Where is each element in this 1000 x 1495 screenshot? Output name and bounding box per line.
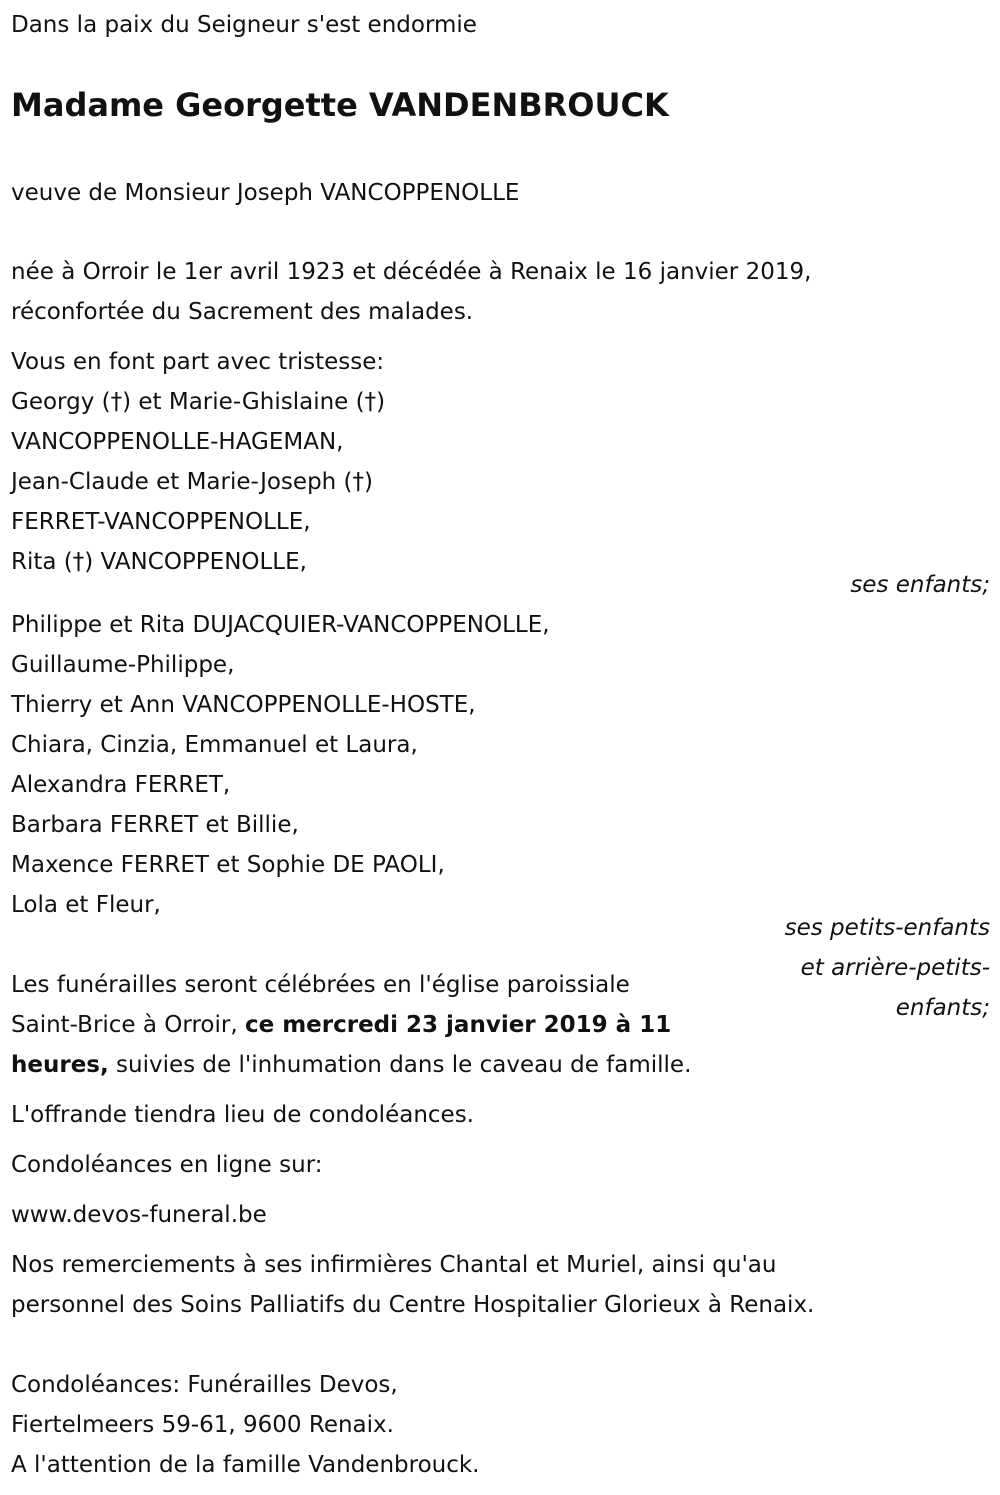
- children-line: Georgy (†) et Marie-Ghislaine (†): [11, 389, 386, 415]
- intro-text: Dans la paix du Seigneur s'est endormie: [11, 12, 477, 38]
- funeral-date: ce mercredi 23 janvier 2019 à 11: [244, 1012, 672, 1038]
- birth-line: réconfortée du Sacrement des malades.: [11, 299, 474, 325]
- address-line: Fiertelmeers 59-61, 9600 Renaix.: [11, 1412, 394, 1438]
- funeral-time: heures,: [11, 1052, 109, 1078]
- children-label: ses enfants;: [850, 572, 990, 598]
- widow-text: veuve de Monsieur Joseph VANCOPPENOLLE: [11, 180, 520, 206]
- announce-text: Vous en font part avec tristesse:: [11, 349, 385, 375]
- online-text: Condoléances en ligne sur:: [11, 1152, 323, 1178]
- funeral-place: Saint-Brice à Orroir,: [11, 1012, 245, 1038]
- grandchildren-line: Thierry et Ann VANCOPPENOLLE-HOSTE,: [11, 692, 476, 718]
- birth-line: née à Orroir le 1er avril 1923 et décédée à Renaix le 16 janvier 2019,: [11, 259, 812, 285]
- thanks-line: Nos remerciements à ses infirmières Chantal et Muriel, ainsi qu'au: [11, 1252, 777, 1278]
- grandchildren-line: Alexandra FERRET,: [11, 772, 231, 798]
- address-line: A l'attention de la famille Vandenbrouck.: [11, 1452, 480, 1478]
- grandchildren-label: et arrière-petits-: [800, 955, 990, 981]
- funeral-line: Les funérailles seront célébrées en l'église paroissiale: [11, 972, 630, 998]
- grandchildren-label: enfants;: [895, 995, 990, 1021]
- offering-text: L'offrande tiendra lieu de condoléances.: [11, 1102, 474, 1128]
- children-line: FERRET-VANCOPPENOLLE,: [11, 509, 311, 535]
- grandchildren-line: Guillaume-Philippe,: [11, 652, 235, 678]
- children-line: Jean-Claude et Marie-Joseph (†): [11, 469, 374, 495]
- address-line: Condoléances: Funérailles Devos,: [11, 1372, 398, 1398]
- deceased-name: Madame Georgette VANDENBROUCK: [11, 86, 669, 124]
- website-link[interactable]: www.devos-funeral.be: [11, 1202, 267, 1228]
- funeral-burial: suivies de l'inhumation dans le caveau de famille.: [108, 1052, 692, 1078]
- grandchildren-line: Chiara, Cinzia, Emmanuel et Laura,: [11, 732, 418, 758]
- thanks-line: personnel des Soins Palliatifs du Centre Hospitalier Glorieux à Renaix.: [11, 1292, 815, 1318]
- funeral-line: [11, 1045, 691, 1085]
- grandchildren-line: Maxence FERRET et Sophie DE PAOLI,: [11, 852, 445, 878]
- funeral-line: [11, 1005, 671, 1045]
- grandchildren-line: Barbara FERRET et Billie,: [11, 812, 299, 838]
- grandchildren-line: Philippe et Rita DUJACQUIER-VANCOPPENOLLE,: [11, 612, 550, 638]
- children-line: Rita (†) VANCOPPENOLLE,: [11, 549, 307, 575]
- children-line: VANCOPPENOLLE-HAGEMAN,: [11, 429, 344, 455]
- grandchildren-label: ses petits-enfants: [784, 915, 990, 941]
- grandchildren-line: Lola et Fleur,: [11, 892, 161, 918]
